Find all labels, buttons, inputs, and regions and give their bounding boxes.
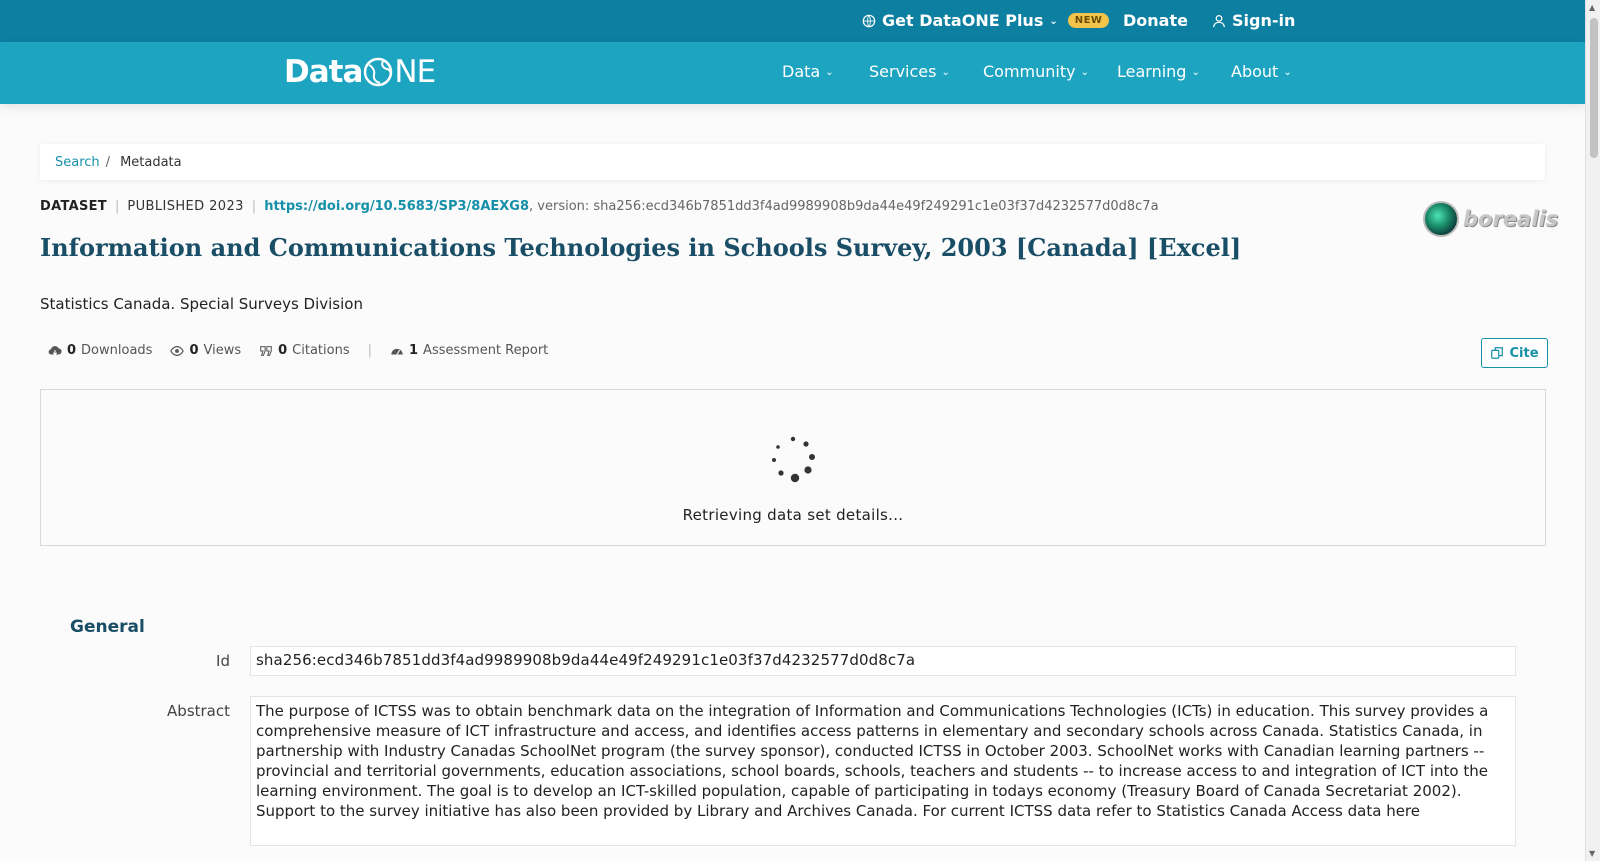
chevron-down-icon: ⌄	[1049, 16, 1058, 27]
meta-divider: |	[251, 199, 257, 214]
doi-link[interactable]: https://doi.org/10.5683/SP3/8AEXG8	[264, 199, 530, 214]
abstract-label: Abstract	[167, 702, 230, 720]
gauge-icon	[390, 344, 404, 358]
downloads-label: Downloads	[81, 343, 153, 358]
dataset-type: DATASET	[40, 199, 107, 214]
eye-icon	[170, 344, 184, 358]
citations-count: 0	[278, 343, 288, 358]
nav-learning[interactable]	[1117, 62, 1200, 81]
nav-data[interactable]	[782, 62, 834, 81]
breadcrumb	[40, 144, 1545, 180]
sign-in-label: Sign-in	[1232, 11, 1296, 30]
cite-label: Cite	[1509, 345, 1539, 361]
borealis-name: borealis	[1463, 207, 1559, 231]
chevron-down-icon: ⌄	[1191, 67, 1200, 78]
get-dataone-plus-label: Get DataONE Plus	[882, 11, 1044, 30]
id-label: Id	[216, 652, 230, 670]
nav-learning-label: Learning	[1117, 62, 1187, 81]
logo-data-text: Data	[284, 54, 363, 90]
version-prefix: , version:	[529, 199, 594, 214]
new-badge: NEW	[1068, 13, 1110, 28]
scroll-up-arrow-icon[interactable]: ▲	[1589, 3, 1596, 12]
dataset-title: Information and Communications Technologies in Schools Survey, 2003 [Canada] [Excel]	[40, 233, 1242, 262]
nav-data-label: Data	[782, 62, 821, 81]
dataset-meta-line	[40, 199, 1159, 214]
globe-plus-icon	[862, 14, 876, 28]
id-value: sha256:ecd346b7851dd3f4ad9989908b9da44e49f249291c1e03f37d4232577d0d8c7a	[250, 646, 1516, 676]
nav-about-label: About	[1231, 62, 1279, 81]
get-dataone-plus-menu[interactable]	[862, 11, 1109, 30]
published-year: PUBLISHED 2023	[127, 199, 244, 214]
views-stat	[170, 343, 241, 358]
globe-logo-icon	[363, 57, 393, 87]
dataone-logo[interactable]	[284, 54, 435, 90]
chevron-down-icon: ⌄	[941, 67, 950, 78]
nav-about[interactable]	[1231, 62, 1292, 81]
nav-community-label: Community	[983, 62, 1076, 81]
views-count: 0	[189, 343, 199, 358]
borealis-orb-icon	[1423, 201, 1459, 237]
scrollbar-thumb[interactable]	[1590, 18, 1598, 158]
breadcrumb-search-link[interactable]: Search	[55, 154, 100, 170]
stats-divider: |	[367, 343, 372, 358]
assessment-count: 1	[409, 343, 419, 358]
quote-icon	[259, 344, 273, 358]
sign-in-link[interactable]	[1212, 11, 1295, 30]
views-label: Views	[203, 343, 242, 358]
loading-spinner-icon	[768, 434, 818, 484]
cloud-download-icon	[48, 344, 62, 358]
meta-divider: |	[114, 199, 120, 214]
chevron-down-icon: ⌄	[1283, 67, 1292, 78]
cite-button[interactable]	[1481, 338, 1548, 368]
chevron-down-icon: ⌄	[1080, 67, 1089, 78]
abstract-value: The purpose of ICTSS was to obtain benchmark data on the integration of Information and Communications Technologies (ICTs) in education. This survey provides a comprehensive measure of ICT infrastructure and access, and identifies access patterns in elementary and secondary schools across Canada. Statistics Canada, in partnership with Industry Canadas SchoolNet program (the survey sponsor), conducted ICTSS in October 2003. SchoolNet works with Canadian learning partners -- provincial and territorial governments, education associations, school boards, schools, teachers and students -- to increase access to and integration of ICT into the learning environment. The goal is to develop an ICT-skilled population, capable of participating in todays economy (Treasury Board of Canada Secretariat 2002). Support to the survey initiative has also been provided by Library and Archives Canada. For current ICTSS data refer to Statistics Canada Access data here	[250, 696, 1516, 846]
copy-icon	[1490, 346, 1504, 360]
downloads-stat	[48, 343, 152, 358]
breadcrumb-separator: /	[105, 154, 111, 170]
top-bar	[0, 0, 1585, 42]
breadcrumb-current: Metadata	[120, 154, 182, 170]
dataset-creator: Statistics Canada. Special Surveys Division	[40, 295, 363, 313]
assessment-report-link[interactable]	[390, 343, 548, 358]
main-navbar	[0, 42, 1585, 104]
nav-services[interactable]	[869, 62, 950, 81]
page-scrollbar[interactable]	[1585, 0, 1600, 861]
version-value: sha256:ecd346b7851dd3f4ad9989908b9da44e49f249291c1e03f37d4232577d0d8c7a	[593, 199, 1159, 214]
downloads-count: 0	[67, 343, 77, 358]
user-icon	[1212, 14, 1226, 28]
scroll-down-arrow-icon[interactable]: ▼	[1589, 849, 1596, 858]
borealis-repository-logo[interactable]	[1423, 201, 1558, 237]
assessment-label: Assessment Report	[423, 343, 549, 358]
nav-services-label: Services	[869, 62, 937, 81]
dataset-stats	[48, 343, 566, 358]
donate-link[interactable]: Donate	[1123, 11, 1188, 30]
logo-ne-text: NE	[394, 54, 436, 90]
general-section-title: General	[70, 617, 145, 637]
citations-label: Citations	[292, 343, 350, 358]
nav-community[interactable]	[983, 62, 1089, 81]
citations-stat	[259, 343, 349, 358]
loading-text: Retrieving data set details...	[682, 506, 904, 524]
chevron-down-icon: ⌄	[825, 67, 834, 78]
loading-panel	[40, 389, 1546, 546]
